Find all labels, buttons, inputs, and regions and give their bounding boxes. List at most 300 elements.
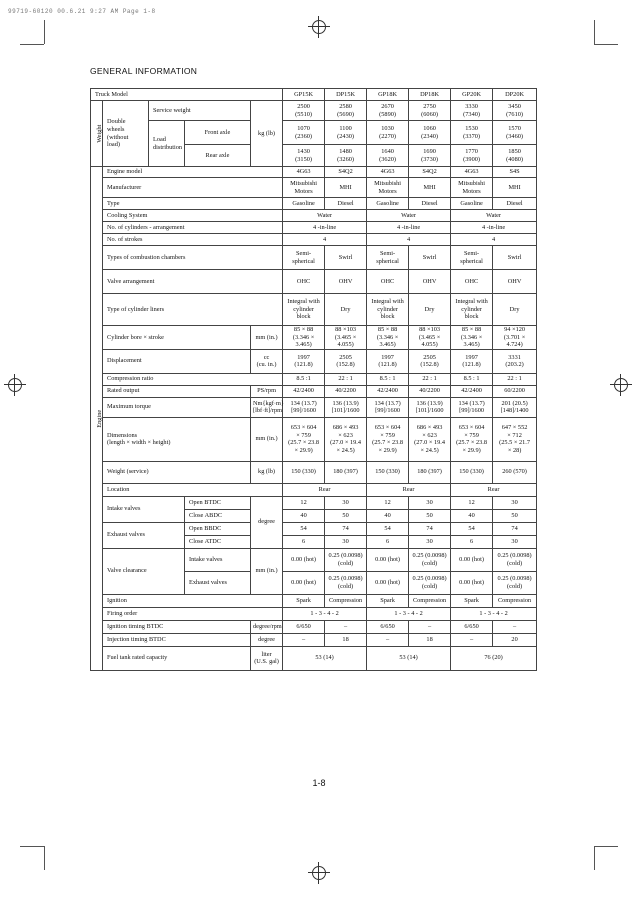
cell-line: 94 ×120 — [504, 326, 526, 333]
value-cell — [325, 571, 367, 594]
value-cell — [325, 349, 367, 373]
value-cell — [451, 121, 493, 145]
row-label: Compression ratio — [103, 373, 283, 385]
table-row — [91, 198, 537, 210]
cell-line: 1100 — [339, 124, 352, 132]
value-cell: 20 — [493, 633, 537, 646]
cell-line: (without — [107, 133, 129, 141]
value-cell: 180 (397) — [409, 461, 451, 483]
row-label: Ignition timing BTDC — [103, 620, 251, 633]
value-cell — [367, 397, 409, 417]
cell-line: × 623 — [338, 431, 353, 439]
model-header: DP15K — [325, 89, 367, 101]
value-cell — [283, 548, 325, 571]
value-cell — [367, 178, 409, 198]
cell-line: (3370) — [463, 132, 480, 140]
value-cell: 12 — [283, 496, 325, 509]
value-cell — [451, 294, 493, 326]
cell-line: Integral with — [287, 298, 320, 306]
cell-line: Mitsubishi — [374, 179, 402, 187]
cell-line: Dry — [509, 305, 520, 313]
value-cell: 30 — [325, 535, 367, 548]
model-header: DP20K — [493, 89, 537, 101]
cell-line: Semi- — [380, 249, 396, 257]
value-cell — [493, 145, 537, 167]
value-cell — [409, 178, 451, 198]
value-cell: 150 (330) — [283, 461, 325, 483]
crop-mark — [594, 20, 595, 44]
cell-line: 0.00 (hot) — [459, 555, 484, 563]
value-cell — [409, 326, 451, 350]
crop-mark — [44, 846, 45, 870]
vertical-label: Weight — [96, 124, 104, 143]
cell-line: 2500 — [297, 102, 310, 110]
cell-line: 85 × 88 — [377, 326, 398, 333]
table-row — [91, 397, 537, 417]
row-label: Manufacturer — [103, 178, 283, 198]
value-cell — [325, 101, 367, 121]
table-row — [91, 210, 537, 222]
table-row — [91, 483, 537, 496]
cell-line: (cold) — [338, 559, 354, 567]
cell-line: (5890) — [379, 110, 396, 118]
value-cell — [409, 121, 451, 145]
cell-line: Swirl — [422, 253, 437, 261]
value-cell — [283, 397, 325, 417]
cell-line: (25.5 × 21.7 — [499, 439, 530, 447]
row-label: Rated output — [103, 385, 251, 397]
cell-line: [99]/1600 — [375, 407, 400, 415]
cell-line: 1530 — [465, 124, 478, 132]
table-row — [91, 417, 537, 461]
table-row — [91, 121, 537, 145]
value-cell — [409, 145, 451, 167]
cell-line: 1997 — [381, 353, 394, 361]
cell-line: 0.25 (0.0098) — [328, 575, 363, 583]
value-cell: Spark — [451, 594, 493, 607]
value-cell — [283, 326, 325, 350]
cell-line: 1570 — [508, 124, 521, 132]
value-cell — [493, 294, 537, 326]
value-cell — [451, 548, 493, 571]
value-cell: 54 — [367, 522, 409, 535]
value-cell: 74 — [409, 522, 451, 535]
cell-line: × 759 — [464, 431, 479, 439]
value-cell: 4 -in-line — [283, 222, 367, 234]
cell-line: spherical — [460, 257, 483, 265]
value-cell — [451, 571, 493, 594]
value-cell: – — [367, 633, 409, 646]
model-header: DP18K — [409, 89, 451, 101]
value-cell — [325, 294, 367, 326]
cell-line: 1690 — [423, 147, 436, 155]
cell-line: 3331 — [508, 353, 521, 361]
cell-line: (cold) — [422, 559, 438, 567]
table-row — [91, 178, 537, 198]
crop-mark — [44, 20, 45, 44]
cell-line: × 24.5) — [420, 446, 439, 454]
value-cell: Rear — [451, 483, 537, 496]
cell-line: (3.346 × 3.465) — [376, 333, 399, 349]
value-cell: 40/2200 — [409, 385, 451, 397]
cell-line: (121.8) — [378, 361, 397, 369]
cell-line: Integral with — [455, 298, 488, 306]
cell-line: liter — [261, 650, 272, 658]
unit-cell: kg (lb) — [251, 461, 283, 483]
print-header: 99719-60120 00.6.21 9:27 AM Page 1-8 — [8, 8, 156, 15]
value-cell: 4 — [367, 234, 451, 246]
value-cell: 8.5 :1 — [283, 373, 325, 385]
value-cell — [283, 178, 325, 198]
cell-line: Integral with — [371, 298, 404, 306]
value-cell: Gasoline — [283, 198, 325, 210]
cell-line: 653 × 604 — [458, 424, 485, 432]
cell-line: 2505 — [339, 353, 352, 361]
value-cell: 260 (570) — [493, 461, 537, 483]
cell-line: 686 × 493 — [332, 424, 359, 432]
value-cell — [451, 326, 493, 350]
value-cell: 40 — [451, 509, 493, 522]
cell-line: (2340) — [421, 132, 438, 140]
value-cell — [493, 397, 537, 417]
cell-line: (cold) — [507, 559, 523, 567]
weight-group-label — [91, 101, 103, 167]
table-row — [91, 522, 537, 535]
value-cell: OHC — [451, 270, 493, 294]
cell-line: Swirl — [507, 253, 522, 261]
unit-cell — [251, 349, 283, 373]
cell-line: 1997 — [465, 353, 478, 361]
value-cell: OHC — [283, 270, 325, 294]
cell-line: 201 (20.5) — [501, 399, 528, 407]
value-cell: 53 (14) — [367, 646, 451, 670]
cell-line: 85 × 88 — [293, 326, 314, 333]
value-cell: 42/2400 — [451, 385, 493, 397]
cell-line: (25.7 × 23.8 — [288, 439, 319, 447]
value-cell: 4G63 — [451, 167, 493, 178]
value-cell — [493, 326, 537, 350]
table-row — [91, 222, 537, 234]
value-cell — [493, 178, 537, 198]
cell-line: (U.S. gal) — [254, 658, 279, 666]
row-label: No. of strokes — [103, 234, 283, 246]
value-cell — [409, 417, 451, 461]
value-cell — [325, 326, 367, 350]
value-cell — [409, 349, 451, 373]
unit-cell: degree — [251, 496, 283, 548]
cell-line: block — [296, 313, 311, 321]
value-cell — [283, 121, 325, 145]
cell-line: Dry — [340, 305, 351, 313]
cell-line: Semi- — [464, 249, 480, 257]
value-cell: Water — [283, 210, 367, 222]
cell-line: 1430 — [297, 147, 310, 155]
cell-line: [99]/1600 — [459, 407, 484, 415]
cell-line: 0.25 (0.0098) — [497, 575, 532, 583]
cell-line: (cu. in.) — [256, 361, 277, 369]
load-distribution-label — [149, 121, 185, 167]
cell-line: 1060 — [423, 124, 436, 132]
value-cell: 40 — [283, 509, 325, 522]
value-cell: 53 (14) — [283, 646, 367, 670]
cell-line: (3460) — [506, 132, 523, 140]
cell-line: block — [464, 313, 479, 321]
model-header: GP18K — [367, 89, 409, 101]
cell-line: 0.00 (hot) — [291, 578, 316, 586]
value-cell: Water — [451, 210, 537, 222]
value-cell — [451, 397, 493, 417]
value-cell — [409, 548, 451, 571]
cell-line: × 712 — [507, 431, 522, 439]
value-cell — [493, 548, 537, 571]
cell-line: 2750 — [423, 102, 436, 110]
cell-line: 1770 — [465, 147, 478, 155]
value-cell: 6 — [283, 535, 325, 548]
value-cell — [283, 417, 325, 461]
value-cell: 22 : 1 — [325, 373, 367, 385]
value-cell: 6/650 — [367, 620, 409, 633]
value-cell: 6 — [451, 535, 493, 548]
value-cell: 8.5 : 1 — [451, 373, 493, 385]
cell-line: 647 × 552 — [501, 424, 528, 432]
value-cell — [409, 571, 451, 594]
registration-mark-top — [308, 16, 330, 38]
cell-line: (5690) — [337, 110, 354, 118]
value-cell: 50 — [409, 509, 451, 522]
value-cell: 30 — [409, 496, 451, 509]
value-cell — [493, 246, 537, 270]
value-cell — [325, 121, 367, 145]
cell-line: Dimensions — [107, 431, 138, 439]
value-cell: 50 — [493, 509, 537, 522]
double-wheels-label — [103, 101, 149, 167]
row-label — [103, 417, 251, 461]
cell-line: 0.00 (hot) — [291, 555, 316, 563]
table-row — [91, 246, 537, 270]
crop-mark — [594, 846, 618, 847]
cell-line: (7610) — [506, 110, 523, 118]
value-cell: Gasoline — [367, 198, 409, 210]
cell-line: cylinder — [377, 305, 398, 313]
value-cell — [409, 294, 451, 326]
unit-cell: mm (in.) — [251, 326, 283, 350]
cell-line: (2360) — [295, 132, 312, 140]
cell-line: [101]/1600 — [415, 407, 444, 415]
value-cell: – — [451, 633, 493, 646]
cell-line: 0.00 (hot) — [375, 555, 400, 563]
cell-line: (3.465 × 4.055) — [334, 333, 357, 349]
cell-line: [101]/1600 — [331, 407, 360, 415]
value-cell: 4G63 — [367, 167, 409, 178]
page-number: 1-8 — [312, 778, 326, 788]
spec-table — [90, 88, 537, 671]
value-cell: 1 - 3 - 4 - 2 — [367, 607, 451, 620]
cell-line: × 24.5) — [336, 446, 355, 454]
cell-line: [148]/1400 — [500, 407, 529, 415]
cell-line: (2430) — [337, 132, 354, 140]
cell-line: (3.701 × 4.724) — [503, 333, 526, 349]
row-label: Injection timing BTDC — [103, 633, 251, 646]
value-cell — [325, 417, 367, 461]
table-row — [91, 349, 537, 373]
crop-mark — [20, 44, 44, 45]
cell-line: load) — [107, 141, 120, 149]
value-cell — [283, 101, 325, 121]
value-cell — [451, 101, 493, 121]
value-cell: 6/650 — [283, 620, 325, 633]
unit-cell — [251, 646, 283, 670]
service-weight-label: Service weight — [149, 101, 251, 121]
value-cell: Rear — [367, 483, 451, 496]
cell-line: (121.8) — [462, 361, 481, 369]
cell-line: Nm{kgf·m} — [253, 399, 284, 407]
row-label: Engine model — [103, 167, 283, 178]
value-cell — [451, 349, 493, 373]
cell-line: 2580 — [339, 102, 352, 110]
cell-line: Mitsubishi — [458, 179, 486, 187]
table-row — [91, 373, 537, 385]
row-label: Fuel tank rated capacity — [103, 646, 251, 670]
cell-line: Motors — [462, 187, 481, 195]
value-cell — [325, 548, 367, 571]
cell-line: × 623 — [422, 431, 437, 439]
exhaust-valves-label: Exhaust valves — [103, 522, 185, 548]
value-cell: – — [283, 633, 325, 646]
engine-group-label — [91, 167, 103, 671]
cell-line: 1850 — [508, 147, 521, 155]
cell-line: 134 (13.7) — [374, 399, 401, 407]
registration-mark-left — [4, 374, 26, 396]
value-cell — [367, 145, 409, 167]
value-cell: 42/2400 — [367, 385, 409, 397]
cell-line: 1997 — [297, 353, 310, 361]
value-cell — [409, 397, 451, 417]
cell-line: × 28) — [507, 446, 522, 454]
value-cell — [367, 349, 409, 373]
value-cell — [451, 417, 493, 461]
row-label: Cooling System — [103, 210, 283, 222]
model-header: GP20K — [451, 89, 493, 101]
value-cell: 180 (397) — [325, 461, 367, 483]
value-cell: 74 — [325, 522, 367, 535]
crop-mark — [594, 846, 595, 870]
value-cell: 4G63 — [283, 167, 325, 178]
cell-line: (203.2) — [505, 361, 524, 369]
row-label: Weight (service) — [103, 461, 251, 483]
cell-line: (4080) — [506, 155, 523, 163]
cell-line: Semi- — [296, 249, 312, 257]
cell-line: Mitsubishi — [290, 179, 318, 187]
cell-line: (3.346 × 3.465) — [460, 333, 483, 349]
cell-line: Motors — [294, 187, 313, 195]
table-row — [91, 620, 537, 633]
value-cell: 150 (330) — [367, 461, 409, 483]
table-row — [91, 646, 537, 670]
value-cell: OHV — [493, 270, 537, 294]
cell-line: Load — [153, 135, 166, 143]
value-cell — [283, 571, 325, 594]
cell-line: 0.00 (hot) — [459, 578, 484, 586]
row-label: Maximum torque — [103, 397, 251, 417]
cell-line: (3730) — [421, 155, 438, 163]
model-header: GP15K — [283, 89, 325, 101]
cell-line: (cold) — [422, 582, 438, 590]
value-cell: 18 — [409, 633, 451, 646]
value-cell — [409, 101, 451, 121]
cell-line: MHI — [423, 183, 436, 191]
table-row — [91, 607, 537, 620]
cell-line: × 759 — [380, 431, 395, 439]
cell-line: 653 × 604 — [374, 424, 401, 432]
cell-line: (152.8) — [336, 361, 355, 369]
value-cell — [409, 246, 451, 270]
value-cell: 18 — [325, 633, 367, 646]
cell-line: cc — [263, 353, 270, 361]
cell-line: (2270) — [379, 132, 396, 140]
value-cell: OHC — [367, 270, 409, 294]
cell-line: (3620) — [379, 155, 396, 163]
value-cell: Diesel — [409, 198, 451, 210]
unit-cell: mm (in.) — [251, 548, 283, 594]
row-label: Type of cylinder liners — [103, 294, 283, 326]
cell-line: cylinder — [293, 305, 314, 313]
cell-line: 136 (13.9) — [416, 399, 443, 407]
value-cell: Compression — [493, 594, 537, 607]
row-label: Location — [103, 483, 283, 496]
value-cell: 12 — [367, 496, 409, 509]
valve-clearance-label: Valve clearance — [103, 548, 185, 594]
value-cell: 54 — [283, 522, 325, 535]
cell-line: (3260) — [337, 155, 354, 163]
value-cell: Spark — [283, 594, 325, 607]
value-cell: – — [325, 620, 367, 633]
cell-line: (6060) — [421, 110, 438, 118]
section-title: GENERAL INFORMATION — [90, 66, 198, 76]
table-row — [91, 167, 537, 178]
row-label: Valve arrangement — [103, 270, 283, 294]
intake-valves-label: Intake valves — [103, 496, 185, 522]
cell-line: (7340) — [463, 110, 480, 118]
cell-line: spherical — [292, 257, 315, 265]
value-cell — [367, 417, 409, 461]
crop-mark — [20, 846, 44, 847]
value-cell: S4Q2 — [325, 167, 367, 178]
cell-line: (cold) — [507, 582, 523, 590]
cell-line: × 29.9) — [378, 446, 397, 454]
cell-line: MHI — [508, 183, 521, 191]
value-cell — [451, 145, 493, 167]
value-cell — [367, 294, 409, 326]
value-cell: 54 — [451, 522, 493, 535]
cell-line: 686 × 493 — [416, 424, 443, 432]
vertical-label: Engine — [96, 409, 104, 428]
cell-line: 0.00 (hot) — [375, 578, 400, 586]
value-cell: 8.5 : 1 — [367, 373, 409, 385]
value-cell: – — [409, 620, 451, 633]
cell-line: × 759 — [296, 431, 311, 439]
cell-line: (3150) — [295, 155, 312, 163]
cell-line: Swirl — [338, 253, 353, 261]
value-cell — [451, 178, 493, 198]
value-cell: OHV — [325, 270, 367, 294]
unit-cell — [251, 397, 283, 417]
value-cell — [325, 397, 367, 417]
cell-line: 2670 — [381, 102, 394, 110]
cell-line: 88 ×103 — [419, 326, 441, 333]
cell-line: 1030 — [381, 124, 394, 132]
value-cell: Compression — [325, 594, 367, 607]
rear-axle-label: Rear axle — [185, 145, 251, 167]
